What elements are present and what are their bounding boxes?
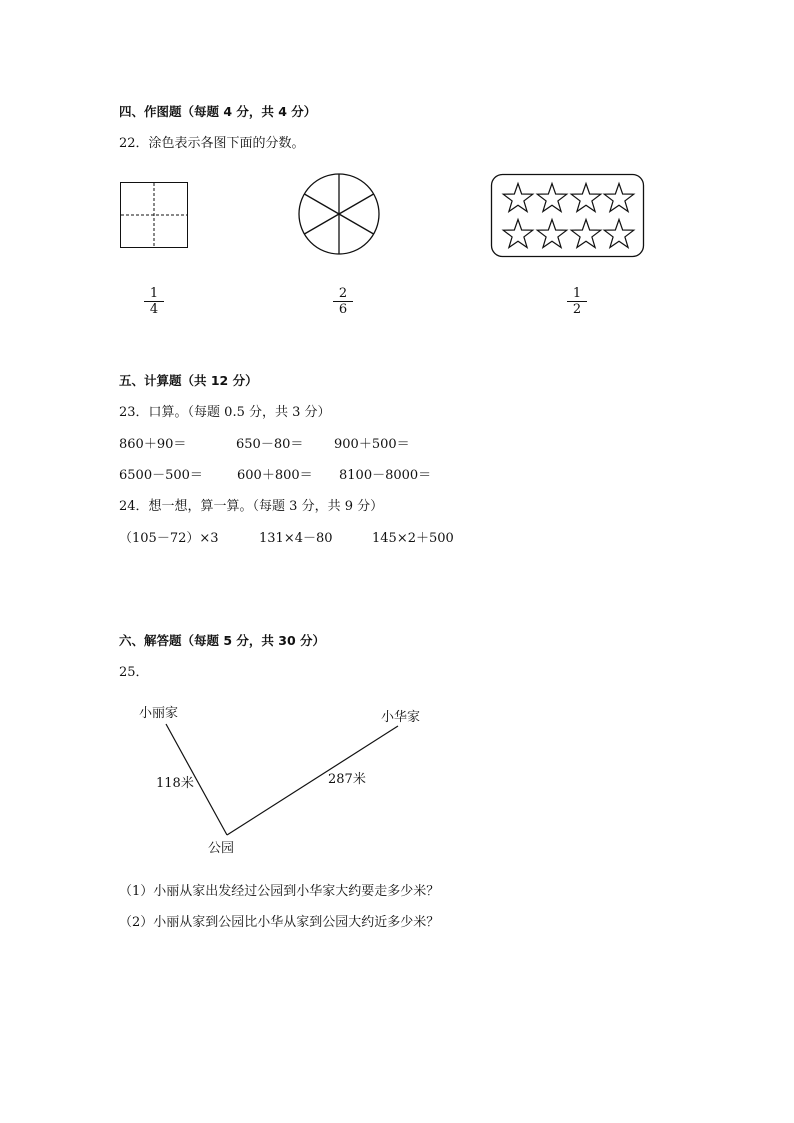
star-icon	[571, 220, 600, 248]
star-icon	[604, 220, 633, 248]
star-icon	[537, 220, 566, 248]
star-icon	[503, 220, 532, 248]
label-park: 公园	[208, 841, 235, 856]
sub-question-1: （1）小丽从家出发经过公园到小华家大约要走多少米？	[119, 884, 440, 899]
fraction-circle	[333, 286, 353, 317]
question-24: 24．想一想，算一算。（每题 3 分，共 9 分）	[119, 499, 384, 514]
label-distance-287: 287米	[328, 772, 366, 787]
star-group	[503, 184, 633, 248]
square-quarters-figure	[121, 183, 188, 248]
calc-item: （105－72）×3	[119, 531, 219, 546]
route-park-to-xiaohua	[227, 726, 398, 835]
stars-box-figure	[492, 175, 644, 257]
label-xiaoli-home: 小丽家	[139, 706, 179, 721]
calc-item: 650－80＝	[236, 437, 304, 452]
calc-item: 145×2＋500	[372, 531, 454, 546]
calc-item: 900＋500＝	[334, 437, 410, 452]
section-5-title: 五、计算题（共 12 分）	[119, 373, 258, 388]
calc-item: 860＋90＝	[119, 437, 187, 452]
fraction-square	[144, 286, 164, 317]
question-22: 22．涂色表示各图下面的分数。	[119, 136, 305, 151]
star-icon	[571, 184, 600, 212]
fraction-numerator: 1	[149, 286, 159, 301]
question-25: 25．	[119, 665, 149, 680]
section-4-title: 四、作图题（每题 4 分，共 4 分）	[119, 104, 317, 119]
label-xiaohua-home: 小华家	[381, 710, 421, 725]
sub-question-2: （2）小丽从家到公园比小华从家到公园大约近多少米？	[119, 915, 440, 930]
star-icon	[503, 184, 532, 212]
calc-item: 8100－8000＝	[339, 468, 432, 483]
fraction-denominator: 4	[149, 302, 159, 317]
label-distance-118: 118米	[156, 776, 194, 791]
calc-item: 6500－500＝	[119, 468, 203, 483]
fraction-numerator: 1	[572, 286, 582, 301]
fraction-stars	[567, 286, 587, 317]
fraction-denominator: 2	[572, 302, 582, 317]
star-icon	[537, 184, 566, 212]
calc-item: 600＋800＝	[237, 468, 313, 483]
fraction-denominator: 6	[338, 302, 348, 317]
section-6-title: 六、解答题（每题 5 分，共 30 分）	[119, 633, 326, 648]
star-icon	[604, 184, 633, 212]
question-23: 23．口算。（每题 0.5 分，共 3 分）	[119, 405, 331, 420]
fraction-numerator: 2	[338, 286, 348, 301]
circle-sixths-figure	[299, 174, 379, 254]
calc-item: 131×4－80	[259, 531, 333, 546]
